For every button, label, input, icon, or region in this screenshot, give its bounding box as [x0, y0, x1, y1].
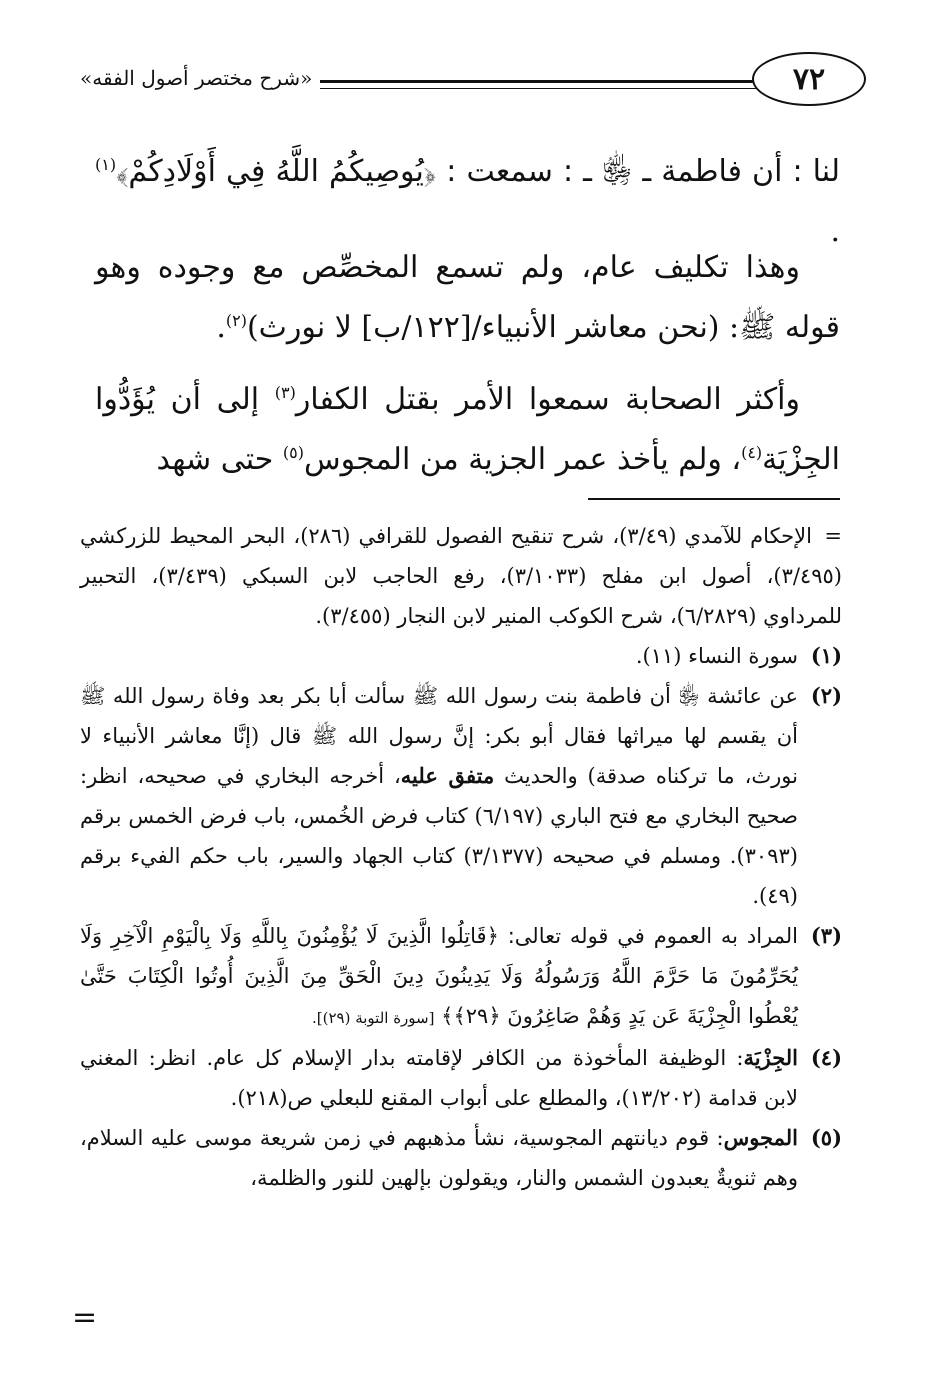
- main-para-2: [95, 238, 840, 358]
- footnote-bold: متفق عليه: [400, 763, 495, 788]
- footnote-1: [80, 636, 842, 676]
- footnote-number: (٤): [810, 1045, 842, 1070]
- footnote-ref-1: (١): [95, 155, 117, 174]
- footnote-text: عن عائشة ﵂ أن فاطمة بنت رسول الله ﷺ سألت أبا بكر بعد وفاة رسول الله ﷺ أن يقسم لها ميراثها فقال أبو بكر: إنَّ رسول الله ﷺ قال (إنَّا معاشر الأنبياء لا نورث، ما تركناه صدقة) والحديث: [80, 684, 798, 788]
- page-number: ٧٢: [752, 52, 866, 106]
- footnote-body: [80, 916, 798, 1038]
- header-rule-left-thin: [320, 88, 760, 89]
- footnote-2: [80, 676, 842, 916]
- header-rule-left: [320, 80, 760, 83]
- continuation-mark: =: [824, 524, 842, 548]
- page-header: [80, 52, 860, 112]
- footnote-number: (٢): [810, 683, 842, 708]
- main-para-3-a: وأكثر الصحابة سمعوا الأمر بقتل الكفار: [295, 382, 801, 417]
- footnote-text: سورة النساء (١١).: [635, 644, 798, 668]
- main-para-3-d: حتى شهد: [156, 442, 283, 477]
- footnote-body: [80, 676, 798, 916]
- main-para-3-c: ، ولم يأخذ عمر الجزية من المجوس: [303, 442, 742, 477]
- footnote-number: (١): [810, 643, 842, 668]
- footnote-body: [80, 1038, 798, 1118]
- book-title: «شرح مختصر أصول الفقه»: [80, 66, 313, 90]
- main-line-1-end: .: [830, 214, 840, 249]
- footnote-ref-3: (٣): [274, 383, 296, 402]
- footnote-5: [80, 1118, 842, 1198]
- continuation-text: الإحكام للآمدي (٣/٤٩)، شرح تنقيح الفصول للقرافي (٢٨٦)، البحر المحيط للزركشي (٣/٤٩٥)، أصول ابن مفلح (٣/١٠٣٣)، رفع الحاجب لابن السبكي (٣/٤٣٩)، التحبير للمرداوي (٦/٢٨٢٩)، شرح الكوكب المنير لابن النجار (٣/٤٥٥).: [80, 524, 842, 628]
- footnote-4: [80, 1038, 842, 1118]
- footnote-source: [سورة التوبة (٢٩)].: [311, 1009, 435, 1027]
- footnote-ref-2: (٢): [225, 311, 247, 330]
- footnote-ref-4: (٤): [741, 443, 763, 462]
- footnote-text: المراد به العموم في قوله تعالى: ﴿قَاتِلُوا الَّذِينَ لَا يُؤْمِنُونَ بِاللَّهِ وَلَا بِالْيَوْمِ الْآخِرِ وَلَا يُحَرِّمُونَ مَا حَرَّمَ اللَّهُ وَرَسُولُهُ وَلَا يَدِينُونَ دِينَ الْحَقِّ مِنَ الَّذِينَ أُوتُوا الْكِتَابَ حَتَّىٰ يُعْطُوا الْجِزْيَةَ عَن يَدٍ وَهُمْ صَاغِرُونَ ﴿٢٩﴾﴾: [80, 924, 798, 1028]
- footnote-continuation: [80, 516, 842, 636]
- main-paragraph-3: [95, 370, 840, 490]
- footnote-3: [80, 916, 842, 1038]
- main-para-2-text: وهذا تكليف عام، ولم تسمع المخصِّص مع وجوده وهو قوله ﷺ: (نحن معاشر الأنبياء/[١٢٢/ب] لا نورث): [95, 250, 840, 345]
- main-line-1-text: لنا : أن فاطمة ـ ﵂ ـ : سمعت : ﴿يُوصِيكُمُ اللَّهُ فِي أَوْلَادِكُمْ﴾: [116, 154, 840, 189]
- footnote-body: [80, 1118, 798, 1198]
- footnote-separator: [588, 498, 840, 500]
- footnote-ref-5: (٥): [282, 443, 304, 462]
- footnote-bold: الجِزْيَة: [743, 1045, 798, 1070]
- footnotes: [80, 516, 842, 1198]
- continuation-end-mark: =: [72, 1300, 98, 1335]
- footnote-number: (٣): [810, 923, 842, 948]
- footnote-bold: المجوس: [723, 1125, 798, 1150]
- main-paragraph-2: [95, 238, 840, 358]
- footnote-text: : الوظيفة المأخوذة من الكافر لإقامته بدار الإسلام كل عام. انظر: المغني لابن قدامة (١٣/٢٠٢)، والمطلع على أبواب المقنع للبعلي ص(٢١٨).: [80, 1046, 798, 1110]
- main-para-3: [95, 370, 840, 490]
- footnote-number: (٥): [810, 1125, 842, 1150]
- main-para-2-end: .: [216, 310, 226, 345]
- footnote-text: ، أخرجه البخاري في صحيحه، انظر: صحيح البخاري مع فتح الباري (٦/١٩٧) كتاب فرض الخُمس، باب فرض الخمس برقم (٣٠٩٣). ومسلم في صحيحه (٣/١٣٧٧) كتاب الجهاد والسير، باب حكم الفيء برقم (٤٩).: [80, 764, 799, 908]
- main-para-3-b: إلى أن يُؤَدُّوا الجِزْيَة: [95, 382, 840, 477]
- footnote-text: : قوم ديانتهم المجوسية، نشأ مذهبهم في زمن شريعة موسى عليه السلام، وهم ثنويةٌ يعبدون الشمس والنار، ويقولون بإلهين للنور والظلمة،: [80, 1126, 798, 1190]
